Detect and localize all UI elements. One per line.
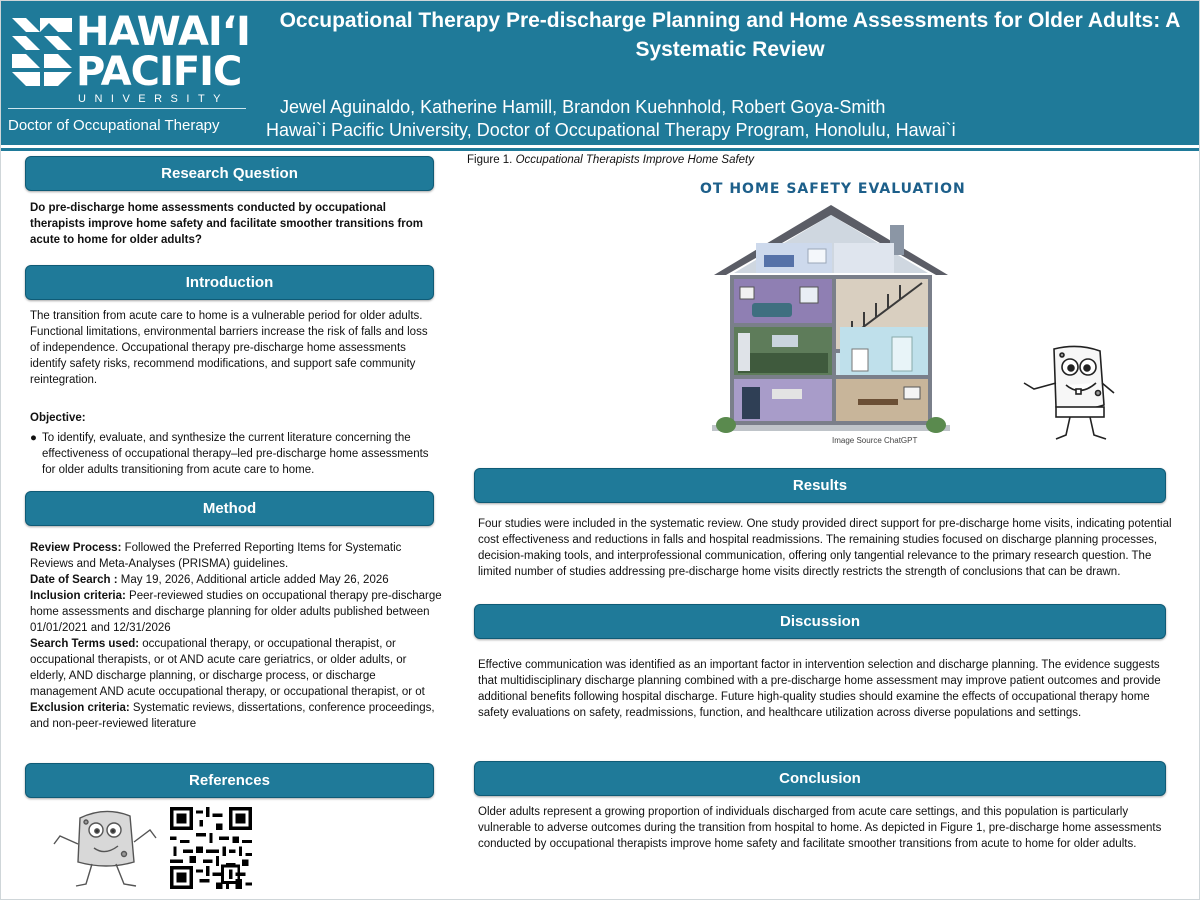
- results-heading: Results: [474, 468, 1166, 503]
- house-illustration-icon: [712, 203, 950, 440]
- discussion-text: Effective communication was identified as an important factor in intervention selection and discharge planning. The evidence suggests that multidisciplinary discharge planning combined with a pre-discharge home assessment may improve patient outcomes and provide additional benefits following hospital discharge. Future high-quality studies should examine the effects of occupational therapy home safety evaluations on safety, readmissions, function, and healthcare utilization across diverse populations and settings.: [478, 659, 1161, 719]
- logo-university-text: UNIVERSITY: [78, 93, 230, 105]
- method-heading: Method: [25, 491, 434, 526]
- references-heading: References: [25, 763, 434, 798]
- poster-title: Occupational Therapy Pre-discharge Planning and Home Assessments for Older Adults: A Systematic Review: [279, 9, 1181, 61]
- conclusion-heading: Conclusion: [474, 761, 1166, 796]
- figure-caption: [467, 154, 754, 166]
- logo-hawaii-text: HAWAIʻI: [76, 9, 250, 55]
- logo-divider: [8, 108, 246, 109]
- cartoon-sponge-icon: [1020, 343, 1120, 443]
- introduction-heading: Introduction: [25, 265, 434, 300]
- introduction-text: The transition from acute care to home is a vulnerable period for older adults. Functional limitations, environmental barriers increase the risk of falls and loss of independence. Occupational therapy pre-discharge home assessments identify safety risks, recommend modifications, and support safe community reintegration.: [30, 310, 428, 386]
- bullet-icon: ●: [30, 432, 37, 444]
- review-process-label: Review Process:: [30, 542, 122, 554]
- date-of-search-label: Date of Search :: [30, 574, 118, 586]
- university-logo: [0, 0, 254, 145]
- exclusion-criteria-label: Exclusion criteria:: [30, 702, 130, 714]
- objective-item: [30, 430, 440, 478]
- research-question-heading: Research Question: [25, 156, 434, 191]
- qr-code-icon[interactable]: [170, 804, 252, 892]
- hpu-logo-icon: [10, 16, 74, 92]
- image-source: Image Source ChatGPT: [832, 436, 918, 445]
- poster-header: [0, 0, 1200, 145]
- logo-pacific-text: PACIFIC: [76, 49, 242, 95]
- poster-affiliation: Hawai`i Pacific University, Doctor of Occupational Therapy Program, Honolulu, Hawai`i: [266, 120, 956, 140]
- inclusion-criteria-text: Peer-reviewed studies on occupational therapy pre-discharge home assessments and discharge planning for older adults published between 01/01/2021 and 12/31/2026: [30, 590, 442, 634]
- logo-program-text: Doctor of Occupational Therapy: [8, 117, 220, 134]
- cartoon-sponge-icon: [50, 800, 160, 890]
- search-terms-label: Search Terms used:: [30, 638, 140, 650]
- objective-label: Objective:: [30, 412, 86, 424]
- search-terms-text: occupational therapy, or occupational therapist, or occupational therapists, or ot AND acute care geriatrics, or older adults, or elderly, AND discharge planning, or discharge process, or discharge management AND acute occupational therapy, or occupational therapist, or ot: [30, 638, 425, 698]
- figure-caption-prefix: Figure 1.: [467, 154, 513, 166]
- research-question-text: Do pre-discharge home assessments conducted by occupational therapists improve home safety and facilitate smoother transitions from acute to home for older adults?: [30, 202, 424, 246]
- review-process-text: Followed the Preferred Reporting Items for Systematic Reviews and Meta-Analyses (PRISMA) guidelines.: [30, 542, 402, 570]
- discussion-heading: Discussion: [474, 604, 1166, 639]
- figure-image-title: OT HOME SAFETY EVALUATION: [700, 181, 966, 197]
- results-text: Four studies were included in the systematic review. One study provided direct support for pre-discharge home visits, indicating potential cost effectiveness and reductions in falls and hospital readmissions. The remaining studies focused on discharge planning processes, decision-making tools, and interprofessional communication, offering only tangential relevance to the primary research question. The limited number of studies addressing pre-discharge home visits directly restricts the strength of conclusions that can be drawn.: [478, 518, 1172, 578]
- inclusion-criteria-label: Inclusion criteria:: [30, 590, 126, 602]
- method-text: [30, 540, 445, 732]
- objective-item-text: To identify, evaluate, and synthesize the current literature concerning the effectiveness of occupational therapy–led pre-discharge home assessments for older adults transitioning from acute care to home.: [42, 432, 429, 476]
- exclusion-criteria-text: Systematic reviews, dissertations, conference proceedings, and non-peer-reviewed literature: [30, 702, 435, 730]
- header-divider: [0, 148, 1200, 151]
- figure-caption-title: Occupational Therapists Improve Home Safety: [512, 154, 754, 166]
- poster-authors: Jewel Aguinaldo, Katherine Hamill, Brandon Kuehnhold, Robert Goya-Smith: [280, 97, 886, 117]
- date-of-search-text: May 19, 2026, Additional article added May 26, 2026: [117, 574, 389, 586]
- conclusion-text: Older adults represent a growing proportion of individuals discharged from acute care settings, and this population is particularly vulnerable to adverse outcomes during the transition from hospital to home. As depicted in Figure 1, pre-discharge home assessments conducted by occupational therapists improve home safety and facilitate smoother transitions from acute to home for older adults.: [478, 806, 1162, 850]
